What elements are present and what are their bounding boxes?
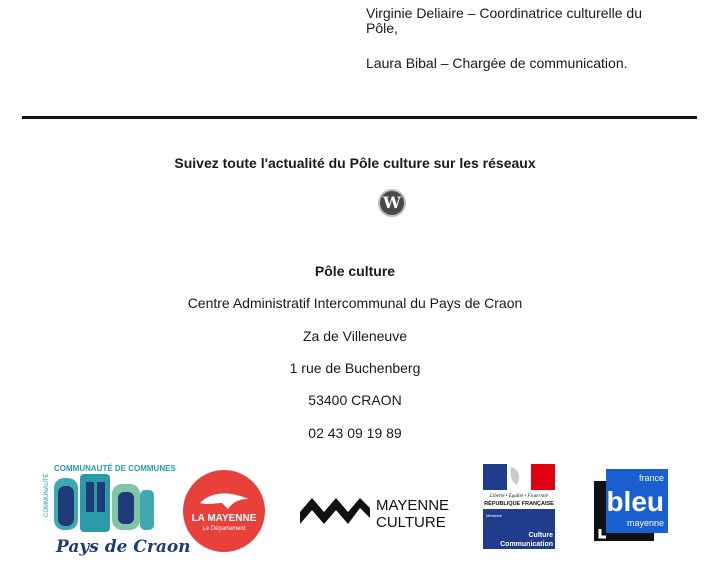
- address-line3: 1 rue de Buchenberg: [289, 360, 421, 376]
- republique-francaise-logo: [481, 463, 557, 551]
- svg-text:MAYENNE: MAYENNE: [376, 497, 450, 514]
- la-mayenne-logo: [182, 469, 266, 553]
- svg-text:Communication: Communication: [500, 541, 553, 548]
- svg-text:LA MAYENNE: LA MAYENNE: [191, 513, 257, 524]
- svg-text:COMMUNAUTÉ: COMMUNAUTÉ: [44, 473, 50, 517]
- pays-de-craon-logo: [42, 462, 191, 560]
- svg-text:Le Département: Le Département: [202, 526, 246, 532]
- svg-text:COMMUNAUTÉ DE COMMUNES: COMMUNAUTÉ DE COMMUNES: [54, 464, 176, 473]
- address-phone: 02 43 09 19 89: [308, 425, 402, 441]
- svg-text:Culture: Culture: [528, 532, 553, 539]
- signature-deliaire: Virginie Deliaire – Coordinatrice culturelle du Pôle,: [366, 5, 642, 36]
- section-divider: [22, 116, 697, 119]
- svg-text:RÉPUBLIQUE FRANÇAISE: RÉPUBLIQUE FRANÇAISE: [484, 501, 554, 507]
- france-bleu-mayenne-logo: [592, 467, 672, 547]
- address-postcode: 53400 CRAON: [308, 392, 402, 408]
- svg-text:bleu: bleu: [606, 486, 664, 517]
- svg-text:Pays de Craon: Pays de Craon: [56, 537, 191, 557]
- svg-text:france: france: [638, 473, 664, 483]
- svg-text:Liberté • Égalité • Fraternité: Liberté • Égalité • Fraternité: [490, 494, 548, 499]
- wordpress-icon[interactable]: W: [378, 189, 406, 217]
- address-line1: Centre Administratif Intercommunal du Pays de Craon: [187, 295, 523, 311]
- social-heading: Suivez toute l'actualité du Pôle culture sur les réseaux: [174, 155, 536, 171]
- signature-bibal: Laura Bibal – Chargée de communication.: [366, 55, 628, 71]
- mayenne-culture-logo: [298, 488, 448, 534]
- svg-text:CULTURE: CULTURE: [376, 514, 446, 531]
- svg-text:mayenne: mayenne: [626, 518, 664, 528]
- address-line2: Za de Villeneuve: [302, 328, 408, 344]
- svg-text:Ministère: Ministère: [486, 513, 503, 518]
- address-name: Pôle culture: [314, 263, 396, 279]
